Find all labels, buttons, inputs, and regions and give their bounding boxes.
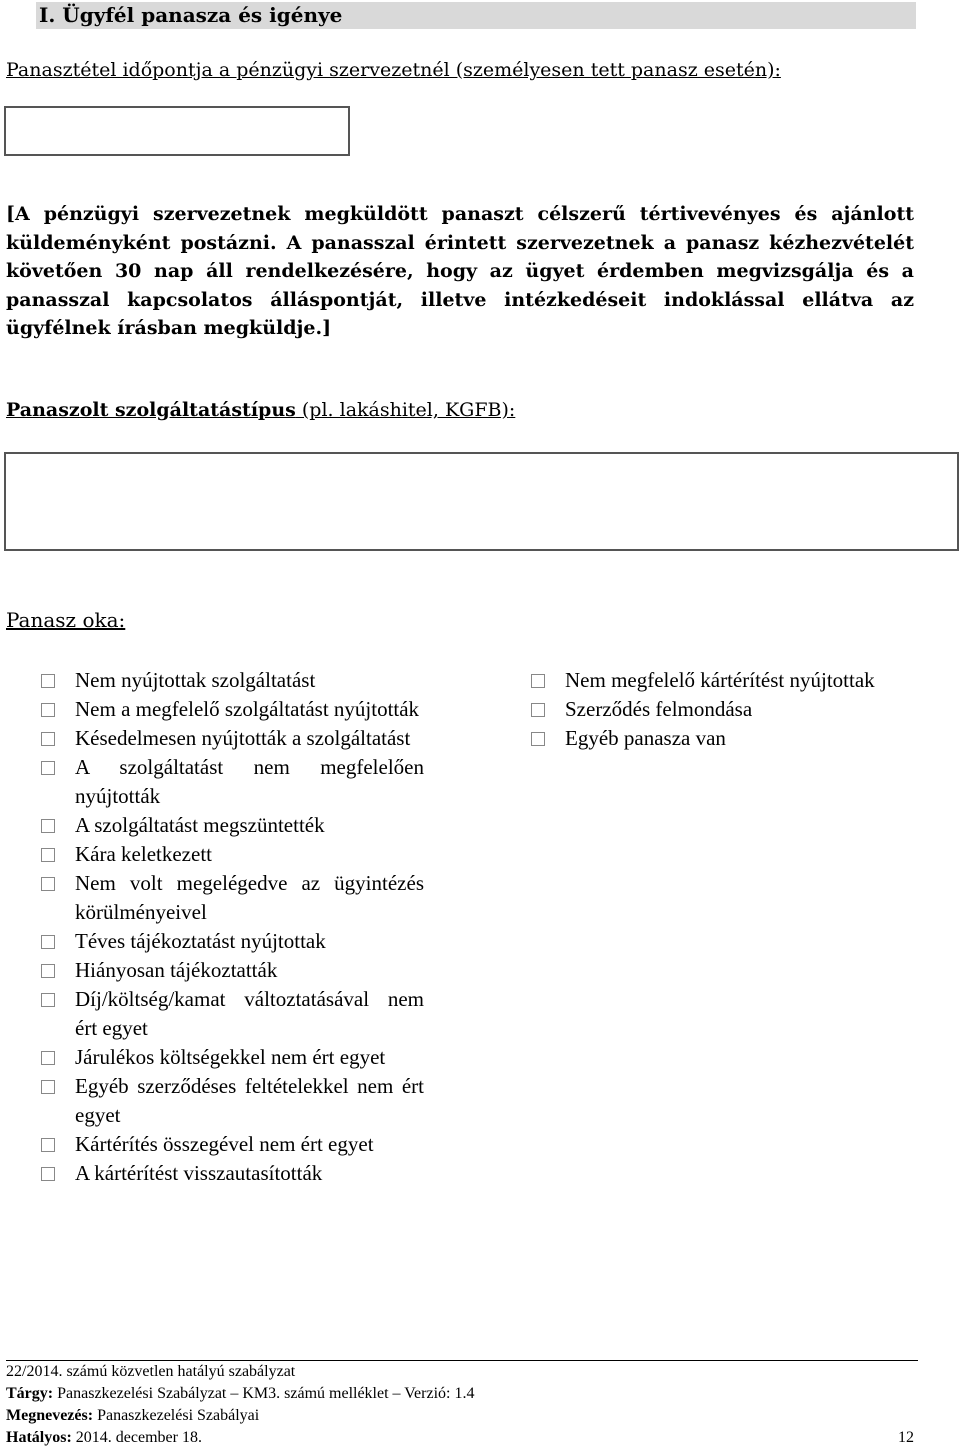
reason-option-label: Nem megfelelő kártérítést nyújtottak: [565, 668, 875, 692]
reason-checkbox[interactable]: [38, 811, 75, 840]
reason-checkbox[interactable]: [38, 869, 75, 927]
footer-name-label: Megnevezés:: [6, 1407, 94, 1424]
reason-option[interactable]: [38, 666, 424, 695]
footer-subject-label: Tárgy:: [6, 1385, 54, 1402]
reason-option-label: Hiányosan tájékoztatták: [75, 958, 278, 982]
reason-checkbox[interactable]: [38, 1043, 75, 1072]
checkbox-icon: [41, 1051, 55, 1065]
reason-checkbox[interactable]: [38, 724, 75, 753]
service-type-label: [6, 399, 515, 421]
reason-option-label: Egyéb panasza van: [565, 726, 726, 750]
checkbox-icon: [41, 703, 55, 717]
mailing-note: [A pénzügyi szervezetnek megküldött panaszt célszerű tértivevényes és ajánlott küldeményként postázni. A panasszal érintett szervezetnek a panasz kézhezvételét követően 30 nap áll rendelkezésére, hogy az ügyet érdemben megvizsgálja és a panasszal kapcsolatos álláspontját, illetve intézkedéseit indoklással ellátva az ügyfélnek írásban megküldje.]: [6, 203, 914, 339]
section-title: [36, 2, 916, 29]
footer-effective-label: Hatályos:: [6, 1429, 72, 1446]
date-input-box[interactable]: [4, 106, 350, 156]
reason-checkbox[interactable]: [528, 695, 565, 724]
reason-option[interactable]: [38, 753, 424, 811]
checkbox-icon: [41, 1138, 55, 1152]
reason-option[interactable]: [38, 811, 424, 840]
page-footer: [6, 1360, 918, 1449]
reason-checkbox[interactable]: [38, 1159, 75, 1188]
reason-option-label: Nem volt megelégedve az ügyintézés körülményeivel: [75, 871, 424, 924]
checkbox-icon: [531, 703, 545, 717]
reason-option-label: Egyéb szerződéses feltételekkel nem ért egyet: [75, 1074, 424, 1127]
reason-option[interactable]: [38, 695, 424, 724]
checkbox-icon: [41, 935, 55, 949]
checkbox-icon: [41, 761, 55, 775]
reason-checkbox[interactable]: [528, 724, 565, 753]
reason-option-label: Szerződés felmondása: [565, 697, 753, 721]
reason-checkbox[interactable]: [38, 695, 75, 724]
reason-checkbox[interactable]: [38, 985, 75, 1043]
reason-option[interactable]: [38, 927, 424, 956]
footer-effective-row: [6, 1427, 918, 1449]
reason-option-label: A kártérítést visszautasították: [75, 1161, 323, 1185]
footer-name: [6, 1405, 918, 1427]
reason-option[interactable]: [38, 985, 424, 1043]
reason-option[interactable]: [38, 1130, 424, 1159]
checkbox-icon: [41, 732, 55, 746]
reason-option-label: Téves tájékoztatást nyújtottak: [75, 929, 326, 953]
reason-checkbox[interactable]: [38, 666, 75, 695]
footer-effective: [6, 1427, 202, 1449]
footer-effective-value: 2014. december 18.: [71, 1429, 202, 1446]
reason-option-label: Kártérítés összegével nem ért egyet: [75, 1132, 374, 1156]
reason-checkbox[interactable]: [38, 1072, 75, 1130]
checkbox-icon: [41, 964, 55, 978]
reason-checkbox[interactable]: [528, 666, 565, 695]
checkbox-icon: [41, 819, 55, 833]
reason-list-left: [38, 666, 424, 1188]
reason-option-label: Nem a megfelelő szolgáltatást nyújtották: [75, 697, 420, 721]
reason-option-label: Kára keletkezett: [75, 842, 212, 866]
reason-option[interactable]: [528, 695, 916, 724]
reason-checkbox[interactable]: [38, 753, 75, 811]
checkbox-icon: [531, 732, 545, 746]
reason-option[interactable]: [38, 724, 424, 753]
reason-option-label: Járulékos költségekkel nem ért egyet: [75, 1045, 386, 1069]
section-title-text: I. Ügyfél panasza és igénye: [39, 3, 343, 27]
reason-checkbox[interactable]: [38, 927, 75, 956]
checkbox-icon: [41, 674, 55, 688]
reason-list-right: [528, 666, 916, 753]
footer-subject-value: Panaszkezelési Szabályzat – KM3. számú melléklet – Verzió: 1.4: [53, 1385, 475, 1402]
footer-subject: [6, 1383, 918, 1405]
checkbox-icon: [41, 1167, 55, 1181]
reason-option[interactable]: [38, 1072, 424, 1130]
footer-name-value: Panaszkezelési Szabályai: [93, 1407, 260, 1424]
service-type-label-example: (pl. lakáshitel, KGFB):: [295, 399, 516, 421]
checkbox-icon: [41, 877, 55, 891]
reason-checkbox[interactable]: [38, 840, 75, 869]
date-field-label: Panasztétel időpontja a pénzügyi szervezetnél (személyesen tett panasz esetén):: [6, 59, 781, 81]
reason-option[interactable]: [38, 869, 424, 927]
checkbox-icon: [531, 674, 545, 688]
reason-checkbox[interactable]: [38, 1130, 75, 1159]
service-type-label-bold: Panaszolt szolgáltatástípus: [6, 399, 296, 421]
reason-option[interactable]: [38, 956, 424, 985]
checkbox-icon: [41, 1080, 55, 1094]
service-type-input-box[interactable]: [4, 452, 959, 551]
reason-option-label: Nem nyújtottak szolgáltatást: [75, 668, 316, 692]
reason-option[interactable]: [38, 1159, 424, 1188]
page-number: 12: [898, 1429, 914, 1446]
checkbox-icon: [41, 848, 55, 862]
reason-option[interactable]: [528, 724, 916, 753]
reason-option-label: Díj/költség/kamat változtatásával nem ért egyet: [75, 987, 424, 1040]
checkbox-icon: [41, 993, 55, 1007]
reason-option-label: Késedelmesen nyújtották a szolgáltatást: [75, 726, 411, 750]
reason-option[interactable]: [38, 1043, 424, 1072]
complaint-reason-heading: Panasz oka:: [6, 608, 126, 632]
footer-regulation: 22/2014. számú közvetlen hatályú szabályzat: [6, 1363, 296, 1380]
reason-option-label: A szolgáltatást megszüntették: [75, 813, 325, 837]
reason-option-label: A szolgáltatást nem megfelelően nyújtották: [75, 755, 424, 808]
reason-checkbox[interactable]: [38, 956, 75, 985]
reason-option[interactable]: [528, 666, 916, 695]
reason-option[interactable]: [38, 840, 424, 869]
